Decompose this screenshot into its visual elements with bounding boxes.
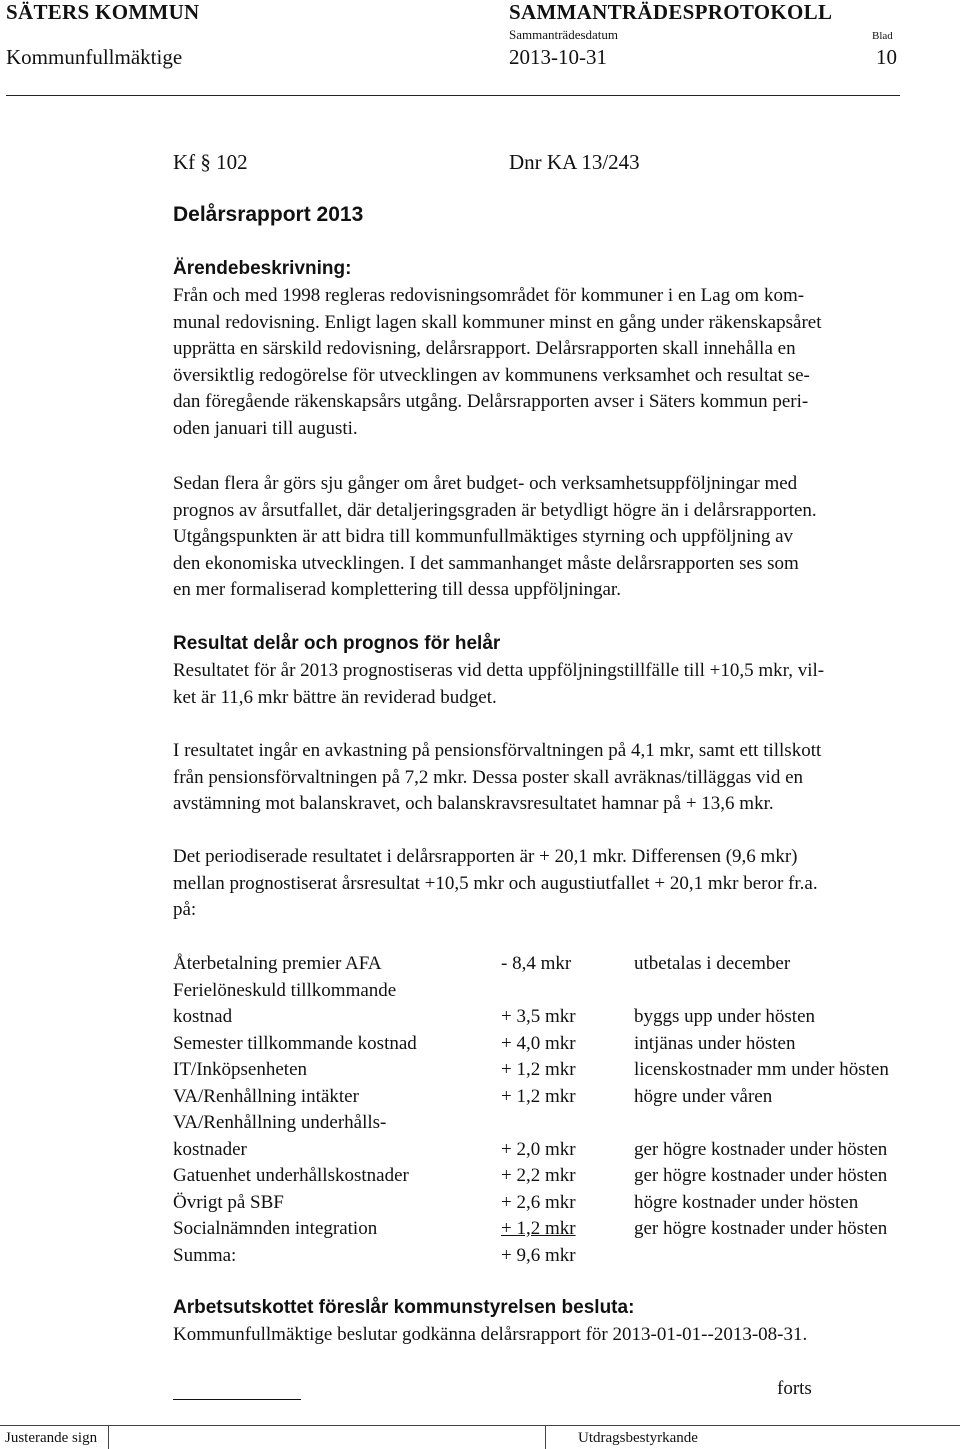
pension-paragraph	[173, 738, 959, 818]
beslut-text: Kommunfullmäktige beslutar godkänna delårsrapport för 2013-01-01--2013-08-31.	[173, 1324, 808, 1345]
row-amount: - 8,4 mkr	[501, 953, 572, 974]
paragraph-line: Sedan flera år görs sju gånger om året budget- och verksamhetsuppföljningar med	[173, 473, 798, 494]
arende-line: dan föregående räkenskapsårs utgång. Delårsrapporten avser i Säters kommun peri-	[173, 391, 809, 412]
footer-rule	[0, 1425, 960, 1426]
row-item: IT/Inköpsenheten	[173, 1059, 308, 1080]
row-note: utbetalas i december	[634, 953, 791, 974]
periodiserat-paragraph	[173, 844, 959, 924]
row-item: Summa:	[173, 1244, 237, 1266]
arende-paragraph	[173, 283, 959, 442]
arende-line: översiktlig redogörelse för utvecklingen av kommunens verksamhet och resultat se-	[173, 364, 810, 386]
org-name: SÄTERS KOMMUN	[6, 0, 200, 24]
paragraph-line: avstämning mot balanskravet, och balanskravsresultatet hamnar på + 13,6 mkr.	[173, 793, 774, 814]
row-amount: + 9,6 mkr	[501, 1244, 576, 1266]
row-item: kostnader	[173, 1138, 247, 1160]
paragraph-line: från pensionsförvaltningen på 7,2 mkr. Dessa poster skall avräknas/tilläggas vid en	[173, 766, 804, 788]
row-amount: + 2,2 mkr	[501, 1165, 576, 1186]
row-amount: + 1,2 mkr	[501, 1059, 576, 1080]
footer-divider	[108, 1425, 109, 1449]
page-label: Blad	[872, 30, 893, 42]
paragraph-line: den ekonomiska utvecklingen. I det sammanhanget måste delårsrapporten ses som	[173, 552, 799, 574]
dnr: Dnr KA 13/243	[509, 150, 640, 174]
beslut-heading: Arbetsutskottet föreslår kommunstyrelsen besluta:	[173, 1297, 635, 1318]
page-number: 10	[876, 45, 897, 69]
row-amount: + 2,0 mkr	[501, 1138, 576, 1160]
resultat-paragraph	[173, 658, 959, 711]
case-number	[173, 150, 248, 175]
row-note: licenskostnader mm under hösten	[634, 1059, 889, 1080]
footer-divider	[545, 1425, 546, 1449]
kf-number: 102	[216, 150, 248, 174]
row-item: Socialnämnden integration	[173, 1218, 378, 1239]
row-item: Återbetalning premier AFA	[173, 953, 382, 974]
arende-line: upprätta en särskild redovisning, delårsrapport. Delårsrapporten skall innehålla en	[173, 338, 796, 359]
row-note: intjänas under hösten	[634, 1032, 796, 1054]
row-item: Ferielöneskuld tillkommande	[173, 979, 397, 1001]
paragraph-line: Resultatet för år 2013 prognostiseras vid detta uppföljningstillfälle till +10,5 mkr, vil-	[173, 660, 825, 681]
arende-line: oden januari till augusti.	[173, 417, 358, 439]
date-label: Sammanträdesdatum	[509, 27, 619, 42]
kf-label: Kf	[173, 150, 196, 174]
row-item: VA/Renhållning intäkter	[173, 1085, 359, 1107]
paragraph-line: prognos av årsutfallet, där detaljeringsgraden är betydligt högre än i delårsrapporten.	[173, 499, 817, 521]
paragraph-line: I resultatet ingår en avkastning på pensionsförvaltningen på 4,1 mkr, samt ett tillskott	[173, 740, 822, 761]
forts-label: forts	[777, 1378, 812, 1399]
paragraph-line: Utgångspunkten är att bidra till kommunfullmäktiges styrning och uppföljning av	[173, 526, 794, 547]
row-item: Semester tillkommande kostnad	[173, 1032, 417, 1054]
arende-line: Från och med 1998 regleras redovisningsområdet för kommuner i en Lag om kom-	[173, 285, 805, 306]
body-name: Kommunfullmäktige	[6, 45, 183, 69]
resultat-heading: Resultat delår och prognos för helår	[173, 633, 501, 654]
justerande-sign: Justerande sign	[5, 1430, 98, 1446]
case-title: Delårsrapport 2013	[173, 203, 364, 226]
paragraph-line: mellan prognostiserat årsresultat +10,5 mkr och augustiutfallet + 20,1 mkr beror fr.a.	[173, 872, 818, 894]
row-item: Övrigt på SBF	[173, 1191, 284, 1213]
row-note: högre kostnader under hösten	[634, 1191, 859, 1213]
row-note: högre under våren	[634, 1085, 773, 1107]
row-note: ger högre kostnader under hösten	[634, 1218, 888, 1239]
row-note: byggs upp under hösten	[634, 1006, 816, 1027]
row-item: kostnad	[173, 1006, 233, 1027]
header-rule	[6, 95, 900, 96]
row-item: VA/Renhållning underhålls-	[173, 1112, 387, 1133]
row-amount: + 3,5 mkr	[501, 1006, 576, 1027]
paragraph-line: ket är 11,6 mkr bättre än reviderad budget.	[173, 686, 497, 708]
row-amount-underlined: + 1,2 mkr	[501, 1218, 576, 1239]
meeting-date: 2013-10-31	[509, 45, 607, 69]
arende-line: munal redovisning. Enligt lagen skall kommuner minst en gång under räkenskapsåret	[173, 311, 822, 333]
row-amount: + 1,2 mkr	[501, 1085, 576, 1107]
row-item: Gatuenhet underhållskostnader	[173, 1165, 409, 1186]
arende-heading: Ärendebeskrivning:	[173, 258, 352, 279]
paragraph-line: på:	[173, 899, 197, 920]
uppfoljning-paragraph	[173, 471, 959, 604]
forts-rule	[173, 1399, 301, 1400]
row-amount: + 2,6 mkr	[501, 1191, 576, 1213]
row-note: ger högre kostnader under hösten	[634, 1138, 888, 1160]
document-type: SAMMANTRÄDESPROTOKOLL	[509, 0, 833, 24]
paragraph-sign-icon: §	[200, 150, 211, 174]
row-note: ger högre kostnader under hösten	[634, 1165, 888, 1186]
row-amount: + 4,0 mkr	[501, 1032, 576, 1054]
utdragsbestyrkande: Utdragsbestyrkande	[578, 1430, 698, 1446]
paragraph-line: Det periodiserade resultatet i delårsrapporten är + 20,1 mkr. Differensen (9,6 mkr)	[173, 846, 798, 867]
paragraph-line: en mer formaliserad komplettering till dessa uppföljningar.	[173, 579, 621, 600]
